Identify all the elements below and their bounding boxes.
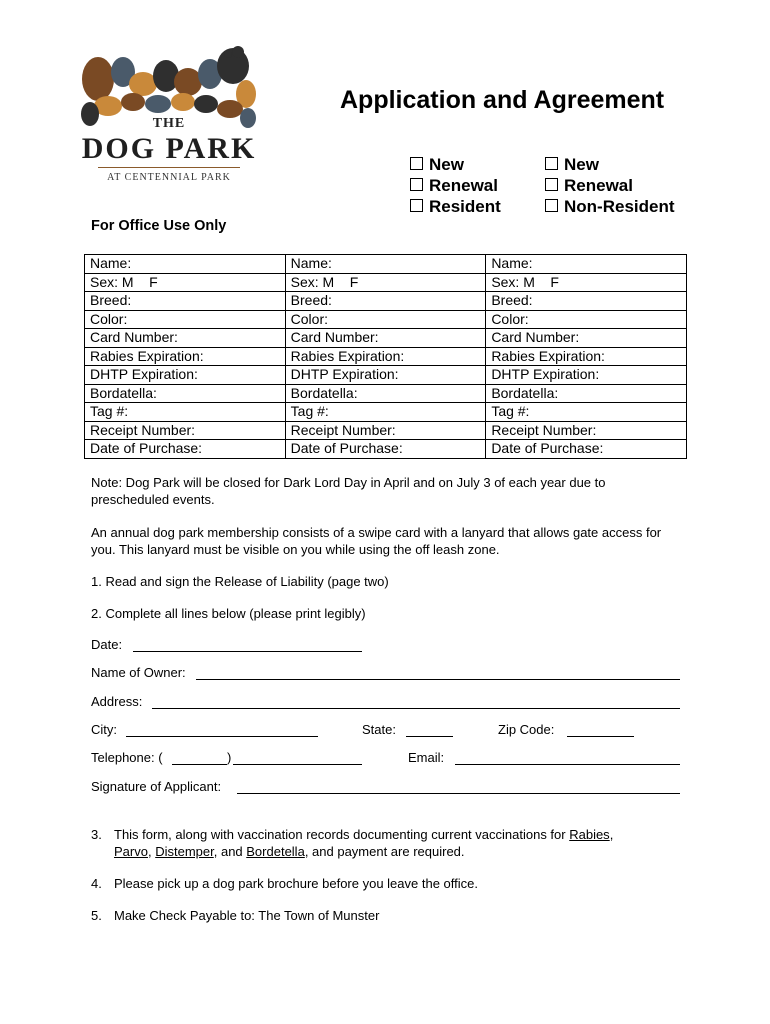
area-code-line[interactable] bbox=[172, 764, 227, 765]
state-line[interactable] bbox=[406, 736, 453, 737]
table-cell[interactable]: Tag #: bbox=[486, 403, 687, 422]
checkbox-icon[interactable] bbox=[410, 157, 423, 170]
checkbox-icon[interactable] bbox=[545, 199, 558, 212]
table-cell[interactable]: Rabies Expiration: bbox=[486, 347, 687, 366]
table-cell[interactable]: Date of Purchase: bbox=[85, 440, 286, 459]
table-cell[interactable]: Breed: bbox=[285, 292, 486, 311]
rabies-text: Rabies bbox=[569, 827, 610, 842]
parvo-text: Parvo bbox=[114, 844, 148, 859]
checkbox-icon[interactable] bbox=[545, 157, 558, 170]
state-label: State: bbox=[362, 722, 396, 737]
logo-the: THE bbox=[152, 116, 186, 131]
table-cell[interactable]: Date of Purchase: bbox=[285, 440, 486, 459]
table-cell[interactable]: Breed: bbox=[85, 292, 286, 311]
zip-line[interactable] bbox=[567, 736, 634, 737]
checkbox-renewal-2[interactable]: Renewal bbox=[545, 175, 675, 196]
table-row bbox=[85, 366, 687, 385]
table-cell[interactable]: Sex: M F bbox=[85, 273, 286, 292]
table-cell[interactable]: Receipt Number: bbox=[85, 421, 286, 440]
checkbox-new-2[interactable]: New bbox=[545, 154, 675, 175]
table-cell[interactable]: Receipt Number: bbox=[285, 421, 486, 440]
table-cell[interactable]: Name: bbox=[285, 255, 486, 274]
email-label: Email: bbox=[408, 750, 445, 765]
logo-subtitle: AT CENTENNIAL PARK bbox=[107, 172, 231, 183]
table-cell[interactable]: DHTP Expiration: bbox=[285, 366, 486, 385]
signature-label: Signature of Applicant: bbox=[91, 779, 222, 794]
telephone-label: Telephone: ( bbox=[91, 750, 163, 765]
checkbox-group-2 bbox=[545, 154, 675, 217]
checkbox-icon[interactable] bbox=[410, 178, 423, 191]
note-paragraph: Note: Dog Park will be closed for Dark Lord Day in April and on July 3 of each year due to prescheduled events. bbox=[91, 475, 606, 507]
table-row bbox=[85, 403, 687, 422]
owner-label: Name of Owner: bbox=[91, 665, 186, 680]
table-cell[interactable]: Date of Purchase: bbox=[486, 440, 687, 459]
table-cell[interactable]: Color: bbox=[486, 310, 687, 329]
table-cell[interactable]: Tag #: bbox=[285, 403, 486, 422]
checkbox-icon[interactable] bbox=[545, 178, 558, 191]
address-line[interactable] bbox=[152, 708, 680, 709]
telephone-line[interactable] bbox=[233, 764, 362, 765]
table-row bbox=[85, 329, 687, 348]
table-cell[interactable]: Tag #: bbox=[85, 403, 286, 422]
checkbox-new-1[interactable]: New bbox=[410, 154, 501, 175]
checkbox-renewal-1[interactable]: Renewal bbox=[410, 175, 501, 196]
page-title: Application and Agreement bbox=[340, 86, 665, 114]
address-label: Address: bbox=[91, 694, 143, 709]
table-row bbox=[85, 292, 687, 311]
table-cell[interactable]: DHTP Expiration: bbox=[85, 366, 286, 385]
table-cell[interactable]: Bordatella: bbox=[486, 384, 687, 403]
owner-line[interactable] bbox=[196, 679, 680, 680]
checkbox-group-1 bbox=[410, 154, 501, 217]
table-cell[interactable]: Name: bbox=[85, 255, 286, 274]
logo-divider bbox=[98, 167, 240, 168]
signature-line[interactable] bbox=[237, 793, 680, 794]
table-cell[interactable]: DHTP Expiration: bbox=[486, 366, 687, 385]
email-line[interactable] bbox=[455, 764, 680, 765]
step-2: 2. Complete all lines below (please print legibly) bbox=[91, 606, 366, 621]
table-cell[interactable]: Rabies Expiration: bbox=[285, 347, 486, 366]
membership-paragraph: An annual dog park membership consists of a swipe card with a lanyard that allows gate access for you. This lanyard must be visible on you while using the off leash zone. bbox=[91, 525, 662, 557]
table-cell[interactable]: Receipt Number: bbox=[486, 421, 687, 440]
city-line[interactable] bbox=[126, 736, 318, 737]
checkbox-non-resident[interactable]: Non-Resident bbox=[545, 196, 675, 217]
step-4: 4. Please pick up a dog park brochure before you leave the office. bbox=[91, 876, 478, 891]
date-line[interactable] bbox=[133, 651, 362, 652]
checkbox-resident[interactable]: Resident bbox=[410, 196, 501, 217]
table-cell[interactable]: Bordatella: bbox=[85, 384, 286, 403]
table-cell[interactable]: Sex: M F bbox=[486, 273, 687, 292]
bordetella-text: Bordetella bbox=[246, 844, 305, 859]
distemper-text: Distemper bbox=[155, 844, 214, 859]
office-use-table bbox=[84, 254, 687, 459]
table-cell[interactable]: Color: bbox=[85, 310, 286, 329]
step-3: 3. This form, along with vaccination records documenting current vaccinations for Rabies, Parvo, Distemper, and Bordetella, and payment are required. bbox=[91, 827, 614, 859]
table-row bbox=[85, 421, 687, 440]
checkbox-icon[interactable] bbox=[410, 199, 423, 212]
table-row bbox=[85, 255, 687, 274]
table-row bbox=[85, 440, 687, 459]
table-cell[interactable]: Card Number: bbox=[285, 329, 486, 348]
table-cell[interactable]: Color: bbox=[285, 310, 486, 329]
table-cell[interactable]: Rabies Expiration: bbox=[85, 347, 286, 366]
office-use-heading: For Office Use Only bbox=[91, 218, 227, 234]
table-row bbox=[85, 273, 687, 292]
table-row bbox=[85, 347, 687, 366]
zip-label: Zip Code: bbox=[498, 722, 555, 737]
date-label: Date: bbox=[91, 637, 123, 652]
telephone-paren-close: ) bbox=[227, 750, 232, 765]
table-cell[interactable]: Name: bbox=[486, 255, 687, 274]
table-row bbox=[85, 384, 687, 403]
step-5: 5. Make Check Payable to: The Town of Munster bbox=[91, 908, 380, 923]
table-cell[interactable]: Sex: M F bbox=[285, 273, 486, 292]
logo-dog-park: DOG PARK bbox=[81, 132, 257, 165]
table-cell[interactable]: Card Number: bbox=[85, 329, 286, 348]
table-cell[interactable]: Bordatella: bbox=[285, 384, 486, 403]
step-1: 1. Read and sign the Release of Liability (page two) bbox=[91, 574, 389, 589]
table-cell[interactable]: Card Number: bbox=[486, 329, 687, 348]
city-label: City: bbox=[91, 722, 117, 737]
table-cell[interactable]: Breed: bbox=[486, 292, 687, 311]
table-row bbox=[85, 310, 687, 329]
